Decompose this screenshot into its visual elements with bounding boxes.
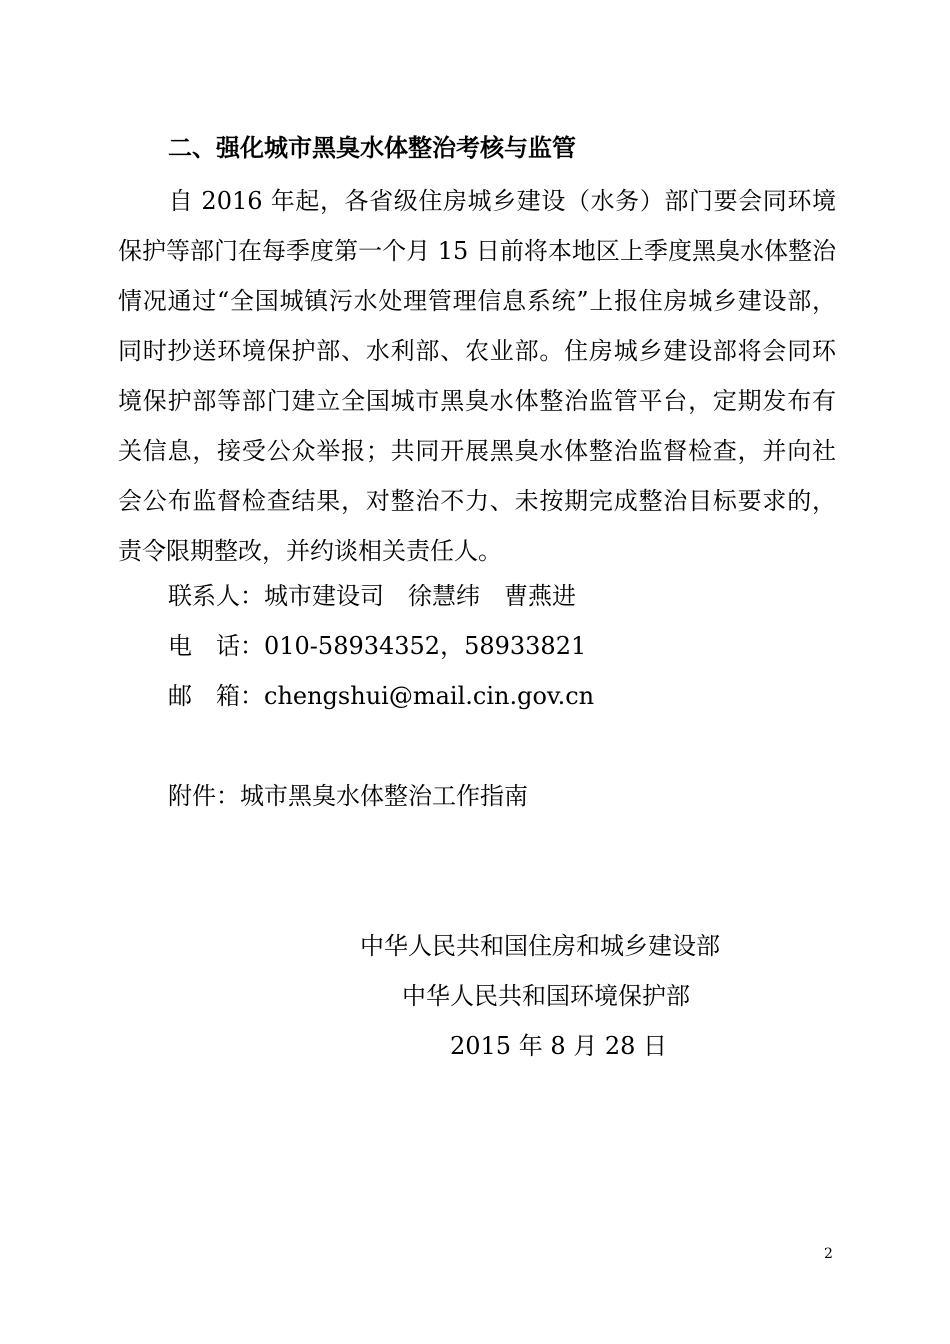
contact-person-line [168,576,576,616]
contact-phone-value: 010-58934352，58933821 [264,632,587,660]
page-number: 2 [824,1246,833,1262]
contact-person-value: 城市建设司 徐慧纬 曹燕进 [264,582,576,610]
contact-phone-line [168,626,586,666]
contact-email-value: chengshui@mail.cin.gov.cn [264,682,595,710]
body-paragraph [118,176,836,576]
signature-org-environment: 中华人民共和国环境保护部 [402,982,690,1010]
section-heading: 二、强化城市黑臭水体整治考核与监管 [168,134,576,162]
contact-email-line [168,676,594,716]
signature-org-housing: 中华人民共和国住房和城乡建设部 [360,932,720,960]
attachment-line: 附件：城市黑臭水体整治工作指南 [168,782,528,810]
contact-phone-label: 电 话： [168,632,264,660]
paragraph-text: 自 2016 年起，各省级住房城乡建设（水务）部门要会同环境保护等部门在每季度第一个月 15 日前将本地区上季度黑臭水体整治情况通过“全国城镇污水处理管理信息系统”上报住房城乡建设部，同时抄送环境保护部、水利部、农业部。住房城乡建设部将会同环境保护部等部门建立全国城市黑臭水体整治监管平台，定期发布有关信息，接受公众举报；共同开展黑臭水体整治监督检查，并向社会公布监督检查结果，对整治不力、未按期完成整治目标要求的，责令限期整改，并约谈相关责任人。 [118,187,836,565]
contact-person-label: 联系人： [168,582,264,610]
contact-email-label: 邮 箱： [168,682,264,710]
signature-date: 2015 年 8 月 28 日 [450,1032,668,1060]
